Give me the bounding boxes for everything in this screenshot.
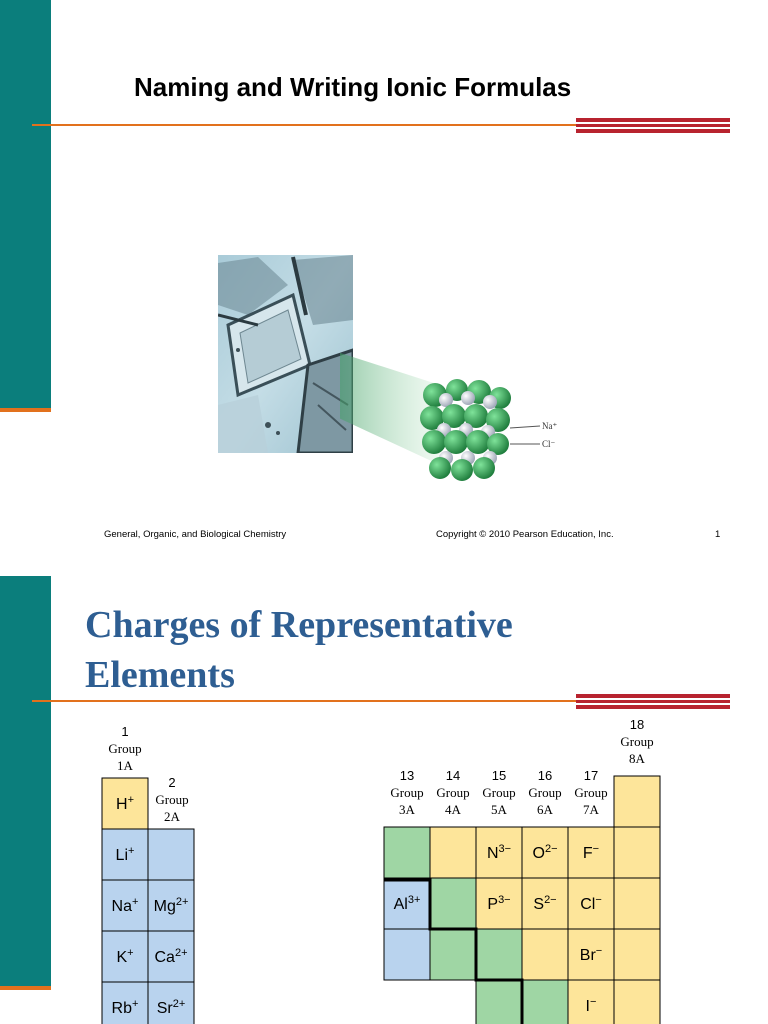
title-rule <box>32 124 577 126</box>
footer-page-number: 1 <box>715 529 721 540</box>
cell-b <box>384 827 430 878</box>
ion-o: $O^{2-}$ <box>532 843 558 862</box>
cl-label: Cl⁻ <box>542 439 556 449</box>
orange-accent <box>0 408 51 412</box>
group-1-label: 1A <box>117 758 133 773</box>
ion-k: K+ <box>116 947 134 966</box>
group-13-word: Group <box>390 785 424 800</box>
cell-ne <box>614 827 660 878</box>
ion-f: F− <box>582 843 600 862</box>
cell-he <box>614 776 660 827</box>
ion-mg: $Mg^{2+}$ <box>153 896 189 915</box>
teal-side-bar <box>0 0 51 408</box>
cell-si <box>430 878 476 929</box>
group-16-word: Group <box>528 785 562 800</box>
ion-li: Li+ <box>115 845 135 864</box>
slide-title: Naming and Writing Ionic Formulas <box>134 72 572 102</box>
cell-xe <box>614 980 660 1024</box>
cell-be <box>148 829 194 880</box>
group-2-number: 2 <box>168 775 176 790</box>
slide-gap <box>0 560 768 576</box>
group-2-label: 2A <box>164 809 180 824</box>
slide-title: Charges of Representative Elements <box>85 604 513 696</box>
cell-ge <box>430 929 476 980</box>
group-13-number: 13 <box>399 768 415 783</box>
group-18-label: 8A <box>629 751 645 766</box>
cell-as <box>476 929 522 980</box>
salt-crystal-photo <box>218 255 353 453</box>
group-1-number: 1 <box>121 724 129 739</box>
group-17-number: 17 <box>583 768 599 783</box>
group-16-number: 16 <box>537 768 553 783</box>
group-17-word: Group <box>574 785 608 800</box>
group-2-word: Group <box>155 792 189 807</box>
group-18-number: 18 <box>629 717 645 732</box>
nacl-lattice-model <box>340 340 580 500</box>
ion-h: H+ <box>116 794 134 813</box>
group-18-word: Group <box>620 734 654 749</box>
red-accent-band <box>576 118 730 134</box>
cell-c <box>430 827 476 878</box>
group-15-label: 5A <box>491 802 507 817</box>
ion-sr: $Sr^{2+}$ <box>156 998 186 1017</box>
footer-copyright: Copyright © 2010 Pearson Education, Inc. <box>436 529 614 540</box>
group-14-word: Group <box>436 785 470 800</box>
ion-rb: Rb+ <box>111 998 139 1017</box>
ion-al: $Al^{3+}$ <box>393 894 421 913</box>
cell-te <box>522 980 568 1024</box>
group-13-label: 3A <box>399 802 415 817</box>
na-label: Na⁺ <box>542 421 558 431</box>
footer-course: General, Organic, and Biological Chemistry <box>104 529 287 540</box>
group-17-label: 7A <box>583 802 599 817</box>
slide-2 <box>0 576 768 1024</box>
group-1-word: Group <box>108 741 142 756</box>
ion-p: $P^{3-}$ <box>487 894 511 913</box>
group-14-label: 4A <box>445 802 461 817</box>
ion-i: I− <box>585 996 597 1015</box>
cell-ar <box>614 878 660 929</box>
group-15-word: Group <box>482 785 516 800</box>
group-15-number: 15 <box>491 768 507 783</box>
ion-s: $S^{2-}$ <box>533 894 557 913</box>
group-16-label: 6A <box>537 802 553 817</box>
cell-kr <box>614 929 660 980</box>
cell-sb <box>476 980 522 1024</box>
cell-se <box>522 929 568 980</box>
periodic-table-charges <box>0 576 768 1024</box>
ion-cl: Cl− <box>580 894 602 913</box>
ion-br: Br− <box>579 945 603 964</box>
ion-na: Na+ <box>111 896 139 915</box>
ion-ca: $Ca^{2+}$ <box>154 947 188 966</box>
ion-n: $N^{3-}$ <box>486 843 512 862</box>
cell-ga <box>384 929 430 980</box>
group-14-number: 14 <box>445 768 461 783</box>
